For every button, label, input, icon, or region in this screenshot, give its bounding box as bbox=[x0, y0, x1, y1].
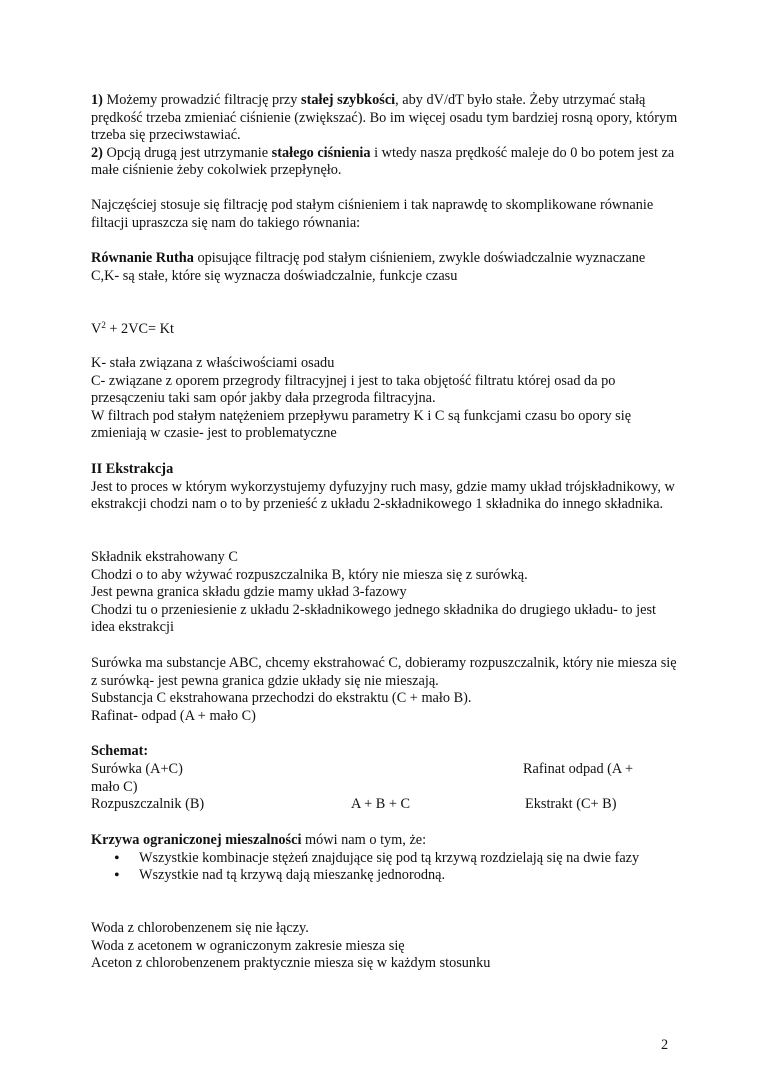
ruth-equation-term: Równanie Rutha bbox=[91, 250, 194, 266]
option-2-text: 2) Opcją drugą jest utrzymanie stałego ciśnienia i wtedy nasza prędkość maleje do 0 bo potem jest za małe ciśnienie żeby cokolwiek przepłynęło. bbox=[91, 144, 675, 179]
schema-raw-material: Surówka (A+C) bbox=[91, 761, 183, 777]
schema-row-2 bbox=[91, 779, 681, 797]
miscibility-intro: Krzywa ograniczonej mieszalności mówi nam o tym, że: bbox=[91, 832, 427, 848]
option-1-number: 1) bbox=[91, 92, 103, 108]
simplification-paragraph: Najczęściej stosuje się filtrację pod stałym ciśnieniem i tak naprawdę to skomplikowane równanie filtacji upraszcza się nam do takiego równania: bbox=[91, 197, 654, 231]
constants-description: C,K- są stałe, które się wyznacza doświadczalnie, funkcje czasu bbox=[91, 267, 458, 284]
schema-solvent: Rozpuszczalnik (B) bbox=[91, 796, 205, 812]
ruth-equation-paragraph bbox=[91, 250, 681, 285]
miscibility-list bbox=[91, 850, 681, 885]
constants-explanation bbox=[91, 355, 681, 443]
extracted-component-paragraph: Składnik ekstrahowany C Chodzi o to aby wżywać rozpuszczalnika B, który nie miesza się z surówką. Jest pewna granica składu gdzie mamy układ 3-fazowy Chodzi tu o przeniesienie z układu 2-składnikowego jednego składnika do drugiego układu- to jest idea ekstrakcji bbox=[91, 549, 656, 636]
schema-heading: Schemat: bbox=[91, 743, 149, 759]
ruth-equation: $V^2 + 2VC= Kt$ bbox=[91, 320, 174, 337]
filtration-options-paragraph bbox=[91, 92, 681, 180]
miscibility-curve-term: Krzywa ograniczonej mieszalności bbox=[91, 832, 302, 848]
ruth-description: Równanie Rutha opisujące filtrację pod stałym ciśnieniem, zwykle doświadczalnie wyznaczane bbox=[91, 250, 646, 266]
constant-k-text: K- stała związana z właściwościami osadu bbox=[91, 355, 335, 371]
constant-speed-term: stałej szybkości bbox=[301, 92, 396, 108]
schema-raffinate: Rafinat odpad (A + bbox=[523, 761, 634, 777]
list-item: • Wszystkie nad tą krzywą dają mieszankę jednorodną. bbox=[91, 867, 649, 885]
schema-row-1 bbox=[91, 761, 681, 779]
schema-row-3 bbox=[91, 796, 681, 814]
solvent-examples-paragraph: Woda z chlorobenzenem się nie łączy. Woda z acetonem w ograniczonym zakresie miesza się Aceton z chlorobenzenem praktycznie miesza się w każdym stosunku bbox=[91, 920, 491, 972]
list-item: • Wszystkie kombinacje stężeń znajdujące się pod tą krzywą rozdzielają się na dwie fazy bbox=[91, 850, 649, 868]
section-heading: II Ekstrakcja bbox=[91, 461, 174, 477]
schema-mixture: A + B + C bbox=[351, 796, 411, 812]
constant-c-text: C- związane z oporem przegrody filtracyjnej i jest to taka objętość filtratu której osad da po przesączeniu taki sam opór jakby dała przegroda filtracyjna. bbox=[91, 372, 616, 407]
option-2-number: 2) bbox=[91, 144, 103, 161]
page-number: 2 bbox=[661, 1037, 669, 1053]
constant-flow-text: W filtrach pod stałym natężeniem przepływu parametry K i C są funkcjami czasu bo opory się zmieniają w czasie- jest to problematyczne bbox=[91, 407, 632, 442]
schema-extract: Ekstrakt (C+ B) bbox=[525, 796, 617, 812]
extraction-section bbox=[91, 461, 681, 514]
constant-pressure-term: stałego ciśnienia bbox=[271, 144, 371, 161]
option-1-text: 1) Możemy prowadzić filtrację przy stałej szybkości, aby dV/dT było stałe. Żeby utrzymać stałą prędkość trzeba zmieniać ciśnienie (zwiększać). Bo im więcej osadu tym bardziej rosną opory, którym trzeba się przeciwstawiać. bbox=[91, 92, 678, 144]
raw-material-paragraph: Surówka ma substancje ABC, chcemy ekstrahować C, dobieramy rozpuszczalnik, który nie miesza się z surówką- jest pewna granica gdzie układy się nie mieszają. Substancja C ekstrahowana przechodzi do ekstraktu (C + mało B). Rafinat- odpad (A + mało C) bbox=[91, 655, 677, 724]
schema-raffinate-cont: mało C) bbox=[91, 779, 138, 795]
extraction-definition: Jest to proces w którym wykorzystujemy dyfuzyjny ruch masy, gdzie mamy układ trójskładnikowy, w ekstrakcji chodzi nam o to by przenieść z układu 2-składnikowego 1 składnika do innego składnika. bbox=[91, 478, 675, 513]
miscibility-curve-paragraph bbox=[91, 832, 681, 885]
